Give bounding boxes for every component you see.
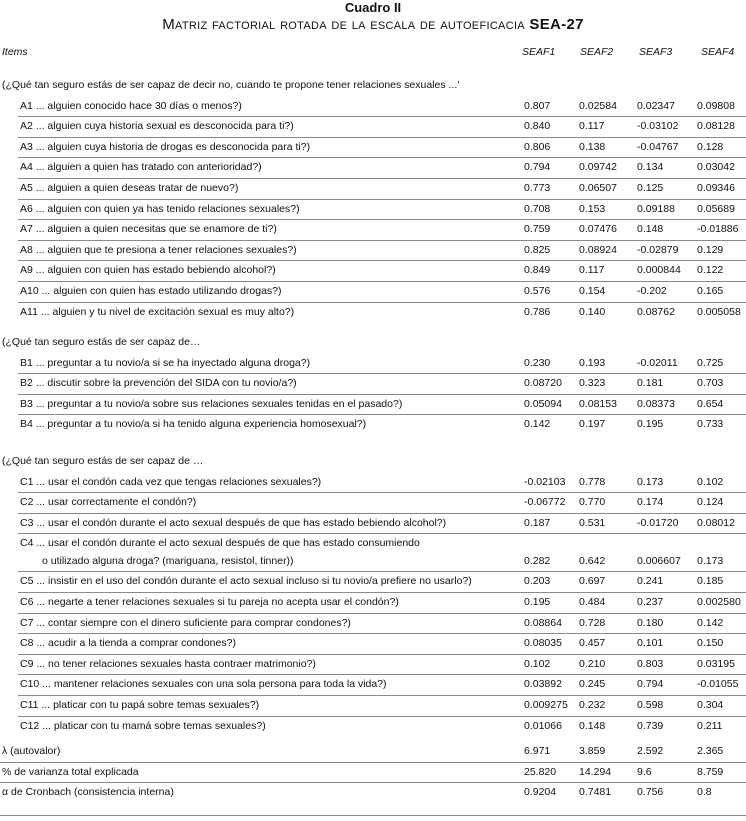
value-seaf2: 0.245 <box>579 678 606 691</box>
value-seaf1: -0.06772 <box>524 496 566 509</box>
value-seaf2: 0.07476 <box>579 223 617 236</box>
value-seaf2: 14.294 <box>579 765 612 778</box>
value-seaf3: 0.000844 <box>637 264 681 277</box>
row-label: C12 ... platicar con tu mamá sobre temas sexuales?) <box>20 719 266 732</box>
row-label-line2: o utilizado alguna droga? (mariguana, resistol, tinner)) <box>42 555 294 568</box>
row-label: A8 ... alguien que te presiona a tener relaciones sexuales?) <box>20 243 297 256</box>
value-seaf4: -0.01055 <box>697 678 739 691</box>
value-seaf3: 0.09188 <box>637 202 675 215</box>
value-seaf3: 0.181 <box>637 377 664 390</box>
table-row <box>0 414 746 435</box>
table-row <box>0 695 746 716</box>
table-row <box>0 373 746 394</box>
row-label <box>20 534 420 570</box>
bottom-rule <box>0 815 746 816</box>
value-seaf3: 0.241 <box>637 575 664 588</box>
group-intro <box>0 451 746 472</box>
value-seaf4: 0.124 <box>697 496 724 509</box>
group-c <box>0 451 746 736</box>
value-seaf4: 0.128 <box>697 140 724 153</box>
table-row <box>0 219 746 240</box>
value-seaf3: 0.174 <box>637 496 664 509</box>
table-row <box>0 762 746 783</box>
value-seaf2: 0.232 <box>579 698 606 711</box>
table-row <box>0 394 746 415</box>
value-seaf1: 0.05094 <box>524 397 562 410</box>
value-seaf4: 0.185 <box>697 575 724 588</box>
value-seaf2: 0.697 <box>579 575 606 588</box>
value-seaf3: 2.592 <box>637 745 664 757</box>
row-label: A2 ... alguien cuya historia sexual es desconocida para ti?) <box>20 120 294 133</box>
value-seaf1: 0.08035 <box>524 637 562 650</box>
table-row <box>0 633 746 654</box>
value-seaf4: 0.122 <box>697 264 724 277</box>
row-label: % de varianza total explicada <box>2 765 139 778</box>
value-seaf3: -0.202 <box>637 284 667 297</box>
value-seaf1: 0.102 <box>524 657 551 670</box>
table-row <box>0 782 746 803</box>
value-seaf1: 0.807 <box>524 99 551 112</box>
group-intro-text: (¿Qué tan seguro estás de ser capaz de decir no, cuando te propone tener relaciones sexuales ...’ <box>2 79 460 91</box>
table-row <box>0 137 746 158</box>
row-label: B4 ... preguntar a tu novio/a si ha tenido alguna experiencia homosexual?) <box>20 418 367 431</box>
value-seaf2: 0.154 <box>579 284 606 297</box>
header-seaf2: SEAF2 <box>580 46 614 58</box>
value-seaf3: 0.739 <box>637 719 664 732</box>
value-seaf4: 0.08012 <box>697 516 735 529</box>
table-row <box>0 592 746 613</box>
value-seaf1: 0.282 <box>524 555 551 568</box>
value-seaf3: -0.02011 <box>637 356 678 369</box>
value-seaf2: 0.484 <box>579 595 606 608</box>
table-row <box>0 674 746 695</box>
header-seaf1: SEAF1 <box>522 46 556 58</box>
value-seaf3: 0.237 <box>637 595 664 608</box>
table-row <box>0 116 746 137</box>
value-seaf4: 0.654 <box>697 397 724 410</box>
table-row <box>0 240 746 261</box>
value-seaf1: 6.971 <box>524 745 551 757</box>
value-seaf2: 0.148 <box>579 719 606 732</box>
value-seaf4: 0.304 <box>697 698 724 711</box>
table-row <box>0 716 746 737</box>
value-seaf2: 0.08153 <box>579 397 617 410</box>
value-seaf4: 0.165 <box>697 284 724 297</box>
value-seaf3: 0.101 <box>637 637 664 650</box>
row-label: C11 ... platicar con tu papá sobre temas sexuales?) <box>20 698 260 711</box>
table-row <box>0 613 746 634</box>
value-seaf1: 0.195 <box>524 595 551 608</box>
value-seaf1: 25.820 <box>524 765 557 778</box>
value-seaf4: 0.09808 <box>697 99 735 112</box>
value-seaf2: 0.06507 <box>579 181 617 194</box>
value-seaf2: 0.08924 <box>579 243 617 256</box>
value-seaf4: 0.8 <box>697 786 712 799</box>
table-row <box>0 472 746 493</box>
header-seaf4: SEAF4 <box>701 46 735 58</box>
value-seaf4: 0.05689 <box>697 202 735 215</box>
value-seaf4: 0.142 <box>697 616 724 629</box>
group-intro-text: (¿Qué tan seguro estás de ser capaz de … <box>2 455 204 467</box>
header-seaf3: SEAF3 <box>639 46 673 58</box>
value-seaf2: 0.7481 <box>579 786 612 799</box>
value-seaf3: 0.803 <box>637 657 664 670</box>
table-row <box>0 741 746 762</box>
row-label-line1: C4 ... usar el condón durante el acto sexual después de que has estado consumiendo <box>20 537 420 550</box>
value-seaf4: 2.365 <box>697 745 724 757</box>
table-row <box>0 571 746 592</box>
value-seaf2: 0.778 <box>579 475 606 488</box>
value-seaf1: 0.576 <box>524 284 551 297</box>
statistics <box>0 741 746 803</box>
value-seaf4: -0.01886 <box>697 223 739 236</box>
row-label: C9 ... no tener relaciones sexuales hasta contraer matrimonio?) <box>20 657 316 670</box>
value-seaf3: -0.01720 <box>637 516 679 529</box>
row-label: C1 ... usar el condón cada vez que tengas relaciones sexuales?) <box>20 475 322 488</box>
row-label: A10 ... alguien con quien has estado utilizando drogas?) <box>20 284 282 297</box>
table-title-text: Matriz factorial rotada de la escala de autoeficacia <box>162 16 525 33</box>
value-seaf1: 0.806 <box>524 140 551 153</box>
table-number: Cuadro II <box>344 0 402 15</box>
value-seaf2: 0.728 <box>579 616 606 629</box>
value-seaf1: 0.01066 <box>524 719 562 732</box>
value-seaf3: 0.125 <box>637 181 664 194</box>
row-label: C6 ... negarte a tener relaciones sexuales si tu pareja no acepta usar el condón?) <box>20 595 399 608</box>
value-seaf2: 0.457 <box>579 637 606 650</box>
value-seaf1: 0.08864 <box>524 616 562 629</box>
value-seaf3: -0.02879 <box>637 243 679 256</box>
value-seaf1: 0.203 <box>524 575 551 588</box>
row-label: A11 ... alguien y tu nivel de excitación sexual es muy alto?) <box>20 305 295 318</box>
row-label: λ (autovalor) <box>2 745 61 757</box>
value-seaf4: 0.733 <box>697 418 724 431</box>
value-seaf1: 0.759 <box>524 223 551 236</box>
value-seaf3: 0.148 <box>637 223 664 236</box>
header-items: Items <box>2 46 28 58</box>
row-label: A3 ... alguien cuya historia de drogas es desconocida para ti?) <box>20 140 311 153</box>
value-seaf3: 9.6 <box>637 765 652 778</box>
table-row <box>0 157 746 178</box>
row-label: A1 ... alguien conocido hace 30 días o menos?) <box>20 99 242 112</box>
group-intro <box>0 332 746 353</box>
table-row <box>0 353 746 374</box>
row-label: A5 ... alguien a quien deseas tratar de nuevo?) <box>20 181 239 194</box>
table-row <box>0 302 746 323</box>
value-seaf1: 0.187 <box>524 516 551 529</box>
row-label: C2 ... usar correctamente el condón?) <box>20 496 197 509</box>
value-seaf2: 0.770 <box>579 496 606 509</box>
value-seaf2: 0.323 <box>579 377 606 390</box>
row-label: B2 ... discutir sobre la prevención del SIDA con tu novio/a?) <box>20 377 297 390</box>
row-label: B3 ... preguntar a tu novio/a sobre sus relaciones sexuales tenidas en el pasado?) <box>20 397 403 410</box>
value-seaf2: 0.02584 <box>579 99 617 112</box>
value-seaf2: 0.531 <box>579 516 606 529</box>
value-seaf2: 0.197 <box>579 418 606 431</box>
row-label: C10 ... mantener relaciones sexuales con una sola persona para toda la vida?) <box>20 678 387 691</box>
value-seaf1: 0.9204 <box>524 786 557 799</box>
value-seaf4: 0.211 <box>697 719 723 732</box>
value-seaf3: 0.08762 <box>637 305 675 318</box>
value-seaf4: 0.129 <box>697 243 724 256</box>
value-seaf2: 0.153 <box>579 202 606 215</box>
value-seaf1: 0.786 <box>524 305 551 318</box>
value-seaf4: 0.150 <box>697 637 724 650</box>
row-label: A7 ... alguien a quien necesitas que se enamore de ti?) <box>20 223 277 236</box>
value-seaf4: 8.759 <box>697 765 724 778</box>
value-seaf3: 0.598 <box>637 698 664 711</box>
value-seaf3: 0.180 <box>637 616 664 629</box>
group-a <box>0 75 746 322</box>
row-label: C5 ... insistir en el uso del condón durante el acto sexual incluso si tu novio/a prefiere no usarlo?) <box>20 575 472 588</box>
table-row <box>0 199 746 220</box>
row-label: C8 ... acudir a la tienda a comprar condones?) <box>20 637 236 650</box>
value-seaf1: 0.849 <box>524 264 551 277</box>
table-title <box>0 16 746 33</box>
value-seaf1: 0.142 <box>524 418 551 431</box>
value-seaf1: 0.794 <box>524 161 551 174</box>
table-row <box>0 492 746 513</box>
value-seaf4: 0.002580 <box>697 595 741 608</box>
value-seaf3: 0.756 <box>637 786 664 799</box>
value-seaf4: 0.09346 <box>697 181 735 194</box>
value-seaf3: 0.006607 <box>637 555 681 568</box>
row-label: A6 ... alguien con quien ya has tenido relaciones sexuales?) <box>20 202 300 215</box>
value-seaf1: 0.773 <box>524 181 551 194</box>
value-seaf3: 0.134 <box>637 161 664 174</box>
value-seaf3: 0.173 <box>637 475 664 488</box>
table-row <box>0 513 746 534</box>
table-row <box>0 96 746 117</box>
group-b <box>0 332 746 435</box>
row-label: C3 ... usar el condón durante el acto sexual después de que has estado bebiendo alcohol?) <box>20 516 447 529</box>
value-seaf4: 0.173 <box>697 555 724 568</box>
value-seaf2: 0.138 <box>579 140 606 153</box>
value-seaf4: 0.08128 <box>697 120 735 133</box>
value-seaf3: 0.02347 <box>637 99 675 112</box>
value-seaf2: 0.193 <box>579 356 606 369</box>
value-seaf1: 0.08720 <box>524 377 562 390</box>
table-row <box>0 533 746 571</box>
value-seaf1: 0.708 <box>524 202 551 215</box>
value-seaf1: 0.009275 <box>524 698 568 711</box>
value-seaf2: 0.117 <box>579 264 605 277</box>
row-label: A4 ... alguien a quien has tratado con anterioridad?) <box>20 161 262 174</box>
value-seaf4: 0.005058 <box>697 305 741 318</box>
table-row <box>0 260 746 281</box>
value-seaf2: 0.210 <box>579 657 606 670</box>
group-intro-text: (¿Qué tan seguro estás de ser capaz de… <box>2 336 201 348</box>
value-seaf2: 0.140 <box>579 305 606 318</box>
value-seaf2: 0.09742 <box>579 161 617 174</box>
column-header-row <box>0 46 746 62</box>
value-seaf3: -0.03102 <box>637 120 679 133</box>
value-seaf2: 0.642 <box>579 555 606 568</box>
group-intro <box>0 75 746 96</box>
value-seaf1: 0.825 <box>524 243 551 256</box>
scale-code: SEA-27 <box>529 16 584 33</box>
value-seaf1: 0.230 <box>524 356 551 369</box>
value-seaf3: -0.04767 <box>637 140 679 153</box>
value-seaf1: 0.840 <box>524 120 551 133</box>
value-seaf4: 0.725 <box>697 356 724 369</box>
value-seaf1: 0.03892 <box>524 678 562 691</box>
value-seaf3: 0.794 <box>637 678 664 691</box>
row-label: C7 ... contar siempre con el dinero suficiente para comprar condones?) <box>20 616 351 629</box>
value-seaf1: -0.02103 <box>524 475 566 488</box>
value-seaf4: 0.102 <box>697 475 724 488</box>
value-seaf4: 0.03195 <box>697 657 735 670</box>
row-label: α de Cronbach (consistencia interna) <box>2 786 174 799</box>
row-label: B1 ... preguntar a tu novio/a si se ha inyectado alguna droga?) <box>20 356 311 369</box>
table-row <box>0 654 746 675</box>
value-seaf2: 3.859 <box>579 745 606 757</box>
value-seaf4: 0.03042 <box>697 161 735 174</box>
value-seaf3: 0.195 <box>637 418 664 431</box>
value-seaf3: 0.08373 <box>637 397 675 410</box>
row-label: A9 ... alguien con quien has estado bebiendo alcohol?) <box>20 264 276 277</box>
table-row <box>0 281 746 302</box>
value-seaf4: 0.703 <box>697 377 724 390</box>
value-seaf2: 0.117 <box>579 120 605 133</box>
table-row <box>0 178 746 199</box>
